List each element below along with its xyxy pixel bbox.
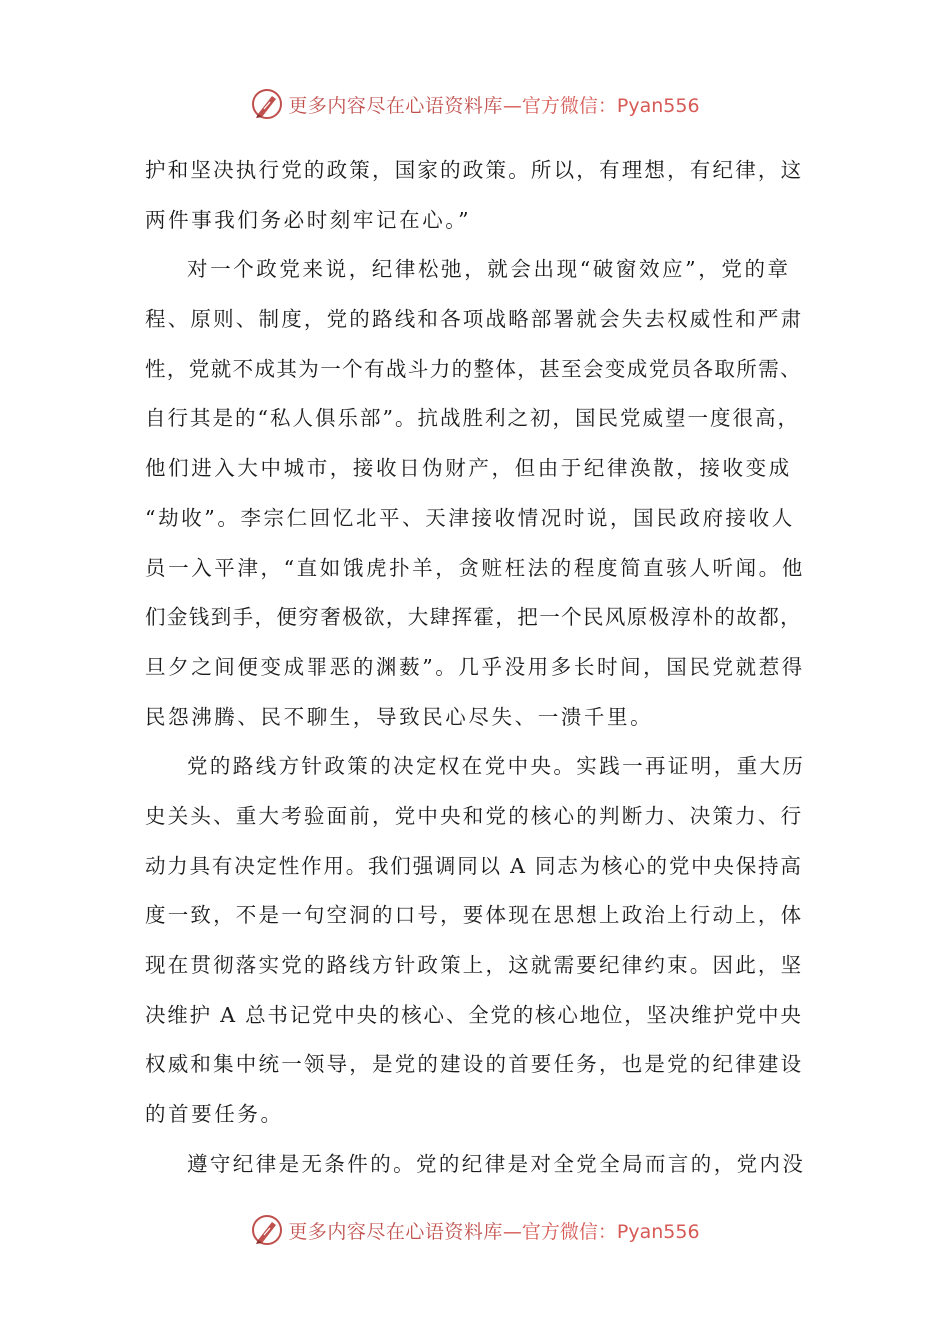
body-text-line: 民怨沸腾、民不聊生，导致民心尽失、一溃千里。	[145, 704, 654, 729]
pen-nib-logo-icon	[250, 87, 284, 121]
header-banner-wechat: —官方微信：Pyan556	[502, 94, 700, 117]
body-text-line: 旦夕之间便变成罪恶的渊薮”。几乎没用多长时间，国民党就惹得	[145, 654, 805, 679]
body-text-line: 两件事我们务必时刻牢记在心。”	[145, 207, 472, 232]
body-text-line: 度一致，不是一句空洞的口号，要体现在思想上政治上行动上，体	[145, 903, 804, 928]
footer-banner-wechat: —官方微信：Pyan556	[502, 1220, 700, 1243]
footer-banner	[0, 1210, 950, 1250]
body-text-line: 党的路线方针政策的决定权在党中央。实践一再证明，重大历	[187, 754, 806, 779]
header-banner-title: 更多内容尽在心语资料库	[288, 94, 503, 117]
body-text-line: 们金钱到手，便穷奢极欲，大肆挥霍，把一个民风原极淳朴的故都，	[145, 605, 802, 630]
body-text-line: 员一入平津，“直如饿虎扑羊，贪赃枉法的程度简直骇人听闻。他	[145, 555, 805, 580]
body-text-line: 遵守纪律是无条件的。党的纪律是对全党全局而言的，党内没	[187, 1151, 806, 1176]
header-banner	[0, 84, 950, 124]
body-text-line: 性，党就不成其为一个有战斗力的整体，甚至会变成党员各取所需、	[145, 356, 802, 381]
body-text-line: 决维护 A 总书记党中央的核心、全党的核心地位，坚决维护党中央	[145, 1002, 803, 1027]
body-text-line: 现在贯彻落实党的路线方针政策上，这就需要纪律约束。因此，坚	[145, 953, 804, 977]
document-body	[145, 146, 805, 1189]
body-text-line: 的首要任务。	[145, 1102, 284, 1127]
body-text-line: 护和坚决执行党的政策，国家的政策。所以，有理想，有纪律，这	[145, 158, 804, 182]
body-text-line: 对一个政党来说，纪律松弛，就会出现“破窗效应”，党的章	[187, 257, 791, 282]
body-text-line: 权威和集中统一领导，是党的建设的首要任务，也是党的纪律建设	[145, 1052, 804, 1077]
body-text-line: 自行其是的“私人俱乐部”。抗战胜利之初，国民党威望一度很高，	[145, 406, 800, 431]
body-text-line: 程、原则、制度，党的路线和各项战略部署就会失去权威性和严肃	[145, 307, 804, 332]
pen-nib-logo-icon	[250, 1213, 284, 1247]
body-text-line: “劫收”。李宗仁回忆北平、天津接收情况时说，国民政府接收人	[145, 505, 795, 530]
footer-banner-title: 更多内容尽在心语资料库	[288, 1220, 503, 1243]
body-text-line: 动力具有决定性作用。我们强调同以 A 同志为核心的党中央保持高	[145, 853, 803, 878]
body-text-line: 史关头、重大考验面前，党中央和党的核心的判断力、决策力、行	[145, 803, 804, 828]
body-text-line: 他们进入大中城市，接收日伪财产，但由于纪律涣散，接收变成	[145, 456, 792, 481]
